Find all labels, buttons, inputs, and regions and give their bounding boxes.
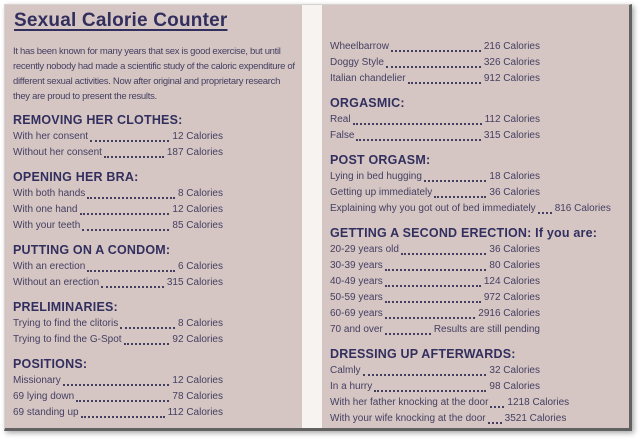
- row-value: 12 Calories: [172, 131, 223, 142]
- row-label: Getting up immediately: [330, 187, 433, 198]
- leader-dots: [124, 343, 170, 345]
- section: [330, 225, 621, 338]
- calorie-row: [330, 322, 540, 338]
- row-label: 70 and over: [330, 324, 383, 335]
- row-value: 216 Calories: [483, 41, 540, 52]
- row-label: Missionary: [13, 375, 61, 386]
- row-label: Trying to find the G-Spot: [13, 334, 122, 345]
- calorie-row: [13, 373, 223, 389]
- leader-dots: [401, 253, 486, 255]
- row-label: With her father knocking at the door: [330, 397, 489, 408]
- row-value: 315 Calories: [483, 130, 540, 141]
- row-label: With your wife knocking at the door: [330, 413, 486, 424]
- row-label: 40-49 years: [330, 276, 383, 287]
- leader-dots: [385, 317, 475, 319]
- row-value: 2916 Calories: [478, 308, 540, 319]
- calorie-row: [330, 201, 611, 217]
- row-label: Calmly: [330, 365, 361, 376]
- intro-paragraph: It has been known for many years that sex is good exercise, but until recently nobody had made a scientific study of the caloric expenditure of different sexual activities. Now after original and proprietary research they are proud to present the results.: [13, 46, 295, 102]
- leader-dots: [87, 197, 175, 199]
- section-header: DRESSING UP AFTERWARDS:: [330, 347, 516, 361]
- calorie-row: [330, 258, 540, 274]
- section: [13, 242, 294, 291]
- leader-dots: [90, 140, 169, 142]
- row-label: Trying to find the clitoris: [13, 318, 119, 329]
- row-value: 12 Calories: [172, 375, 223, 386]
- row-value: 912 Calories: [483, 73, 540, 84]
- row-value: 8 Calories: [177, 318, 223, 329]
- calorie-row: [13, 259, 223, 275]
- section: [330, 152, 621, 217]
- row-value: 124 Calories: [483, 276, 540, 287]
- row-value: 816 Calories: [554, 203, 611, 214]
- section: [330, 95, 621, 144]
- leader-dots: [386, 66, 481, 68]
- calorie-row: [13, 405, 223, 421]
- row-value: 80 Calories: [489, 260, 540, 271]
- leader-dots: [490, 406, 504, 408]
- section-header: GETTING A SECOND ERECTION: If you are:: [330, 226, 598, 240]
- row-value: 187 Calories: [166, 147, 223, 158]
- row-label: 30-39 years: [330, 260, 383, 271]
- calorie-row: [13, 129, 223, 145]
- left-sections: [13, 112, 294, 421]
- row-label: 20-29 years old: [330, 244, 399, 255]
- section-header: PRELIMINARIES:: [13, 300, 118, 314]
- leader-dots: [385, 301, 481, 303]
- row-label: 69 lying down: [13, 391, 75, 402]
- calorie-row: [13, 218, 223, 234]
- calorie-row: [13, 332, 223, 348]
- calorie-row: [330, 185, 540, 201]
- row-label: Italian chandelier: [330, 73, 406, 84]
- calorie-row: [330, 112, 540, 128]
- leader-dots: [424, 180, 486, 182]
- row-value: 92 Calories: [172, 334, 223, 345]
- calorie-row: [13, 275, 223, 291]
- calorie-row: [13, 145, 223, 161]
- row-label: With an erection: [13, 261, 86, 272]
- leader-dots: [120, 327, 175, 329]
- row-value: 326 Calories: [483, 57, 540, 68]
- leader-dots: [374, 390, 486, 392]
- section: [330, 346, 621, 427]
- row-label: Real: [330, 114, 351, 125]
- row-value: 98 Calories: [489, 381, 540, 392]
- row-label: Lying in bed hugging: [330, 171, 422, 182]
- leader-dots: [81, 416, 165, 418]
- page-title: Sexual Calorie Counter: [14, 10, 228, 31]
- row-label: In a hurry: [330, 381, 373, 392]
- section-header: POSITIONS:: [13, 357, 88, 371]
- row-label: With her consent: [13, 131, 89, 142]
- leader-dots: [385, 285, 481, 287]
- calorie-row: [13, 389, 223, 405]
- section: [13, 356, 294, 421]
- section: [13, 299, 294, 348]
- left-panel: [5, 5, 302, 428]
- row-label: False: [330, 130, 355, 141]
- leader-dots: [80, 213, 170, 215]
- row-value: 112 Calories: [484, 114, 540, 125]
- row-value: 18 Calories: [489, 171, 540, 182]
- row-label: 60-69 years: [330, 308, 383, 319]
- leader-dots: [104, 156, 164, 158]
- calorie-row: [330, 411, 566, 427]
- column-gap: [302, 5, 322, 428]
- row-value: 12 Calories: [172, 204, 223, 215]
- leader-dots: [101, 286, 164, 288]
- section: [13, 112, 294, 161]
- calorie-row: [330, 71, 540, 87]
- row-label: Wheelbarrow: [330, 41, 389, 52]
- leader-dots: [391, 50, 481, 52]
- row-label: Without an erection: [13, 277, 100, 288]
- row-label: With your teeth: [13, 220, 81, 231]
- section-header: PUTTING ON A CONDOM:: [13, 243, 171, 257]
- right-panel: [322, 5, 629, 428]
- leader-dots: [488, 422, 502, 424]
- section: [13, 169, 294, 234]
- right-sections: [330, 39, 621, 427]
- leader-dots: [538, 212, 552, 214]
- row-label: Explaining why you got out of bed immediately: [330, 203, 536, 214]
- row-value: 32 Calories: [489, 365, 540, 376]
- calorie-row: [330, 395, 569, 411]
- row-value: 8 Calories: [177, 188, 223, 199]
- section-header: ORGASMIC:: [330, 96, 405, 110]
- calorie-row: [330, 274, 540, 290]
- row-value: 36 Calories: [489, 244, 540, 255]
- row-label: 69 standing up: [13, 407, 79, 418]
- row-value: 78 Calories: [172, 391, 223, 402]
- calorie-row: [330, 128, 540, 144]
- calorie-row: [13, 316, 223, 332]
- leader-dots: [76, 400, 169, 402]
- calorie-row: [330, 363, 540, 379]
- calorie-row: [330, 39, 540, 55]
- row-value: 36 Calories: [489, 187, 540, 198]
- row-label: 50-59 years: [330, 292, 383, 303]
- leader-dots: [82, 229, 169, 231]
- calorie-row: [330, 290, 540, 306]
- calorie-row: [330, 306, 540, 322]
- row-value: Results are still pending: [433, 324, 540, 335]
- row-value: 3521 Calories: [504, 413, 567, 424]
- leader-dots: [408, 82, 481, 84]
- row-label: With one hand: [13, 204, 78, 215]
- row-value: 972 Calories: [483, 292, 540, 303]
- row-value: 112 Calories: [167, 407, 223, 418]
- row-value: 6 Calories: [177, 261, 223, 272]
- leader-dots: [385, 269, 487, 271]
- document-image: [4, 4, 632, 431]
- section-header: REMOVING HER CLOTHES:: [13, 113, 183, 127]
- calorie-row: [330, 242, 540, 258]
- leader-dots: [356, 139, 480, 141]
- calorie-row: [330, 379, 540, 395]
- calorie-row: [13, 186, 223, 202]
- section: [330, 39, 621, 87]
- calorie-row: [330, 169, 540, 185]
- leader-dots: [87, 270, 175, 272]
- row-label: With both hands: [13, 188, 86, 199]
- leader-dots: [385, 333, 431, 335]
- leader-dots: [63, 384, 170, 386]
- section-header: OPENING HER BRA:: [13, 170, 139, 184]
- leader-dots: [363, 374, 487, 376]
- row-label: Doggy Style: [330, 57, 384, 68]
- leader-dots: [434, 196, 486, 198]
- leader-dots: [353, 123, 482, 125]
- row-value: 1218 Calories: [507, 397, 570, 408]
- row-value: 85 Calories: [172, 220, 223, 231]
- row-value: 315 Calories: [166, 277, 223, 288]
- calorie-row: [13, 202, 223, 218]
- section-header: POST ORGASM:: [330, 153, 431, 167]
- row-label: Without her consent: [13, 147, 102, 158]
- calorie-row: [330, 55, 540, 71]
